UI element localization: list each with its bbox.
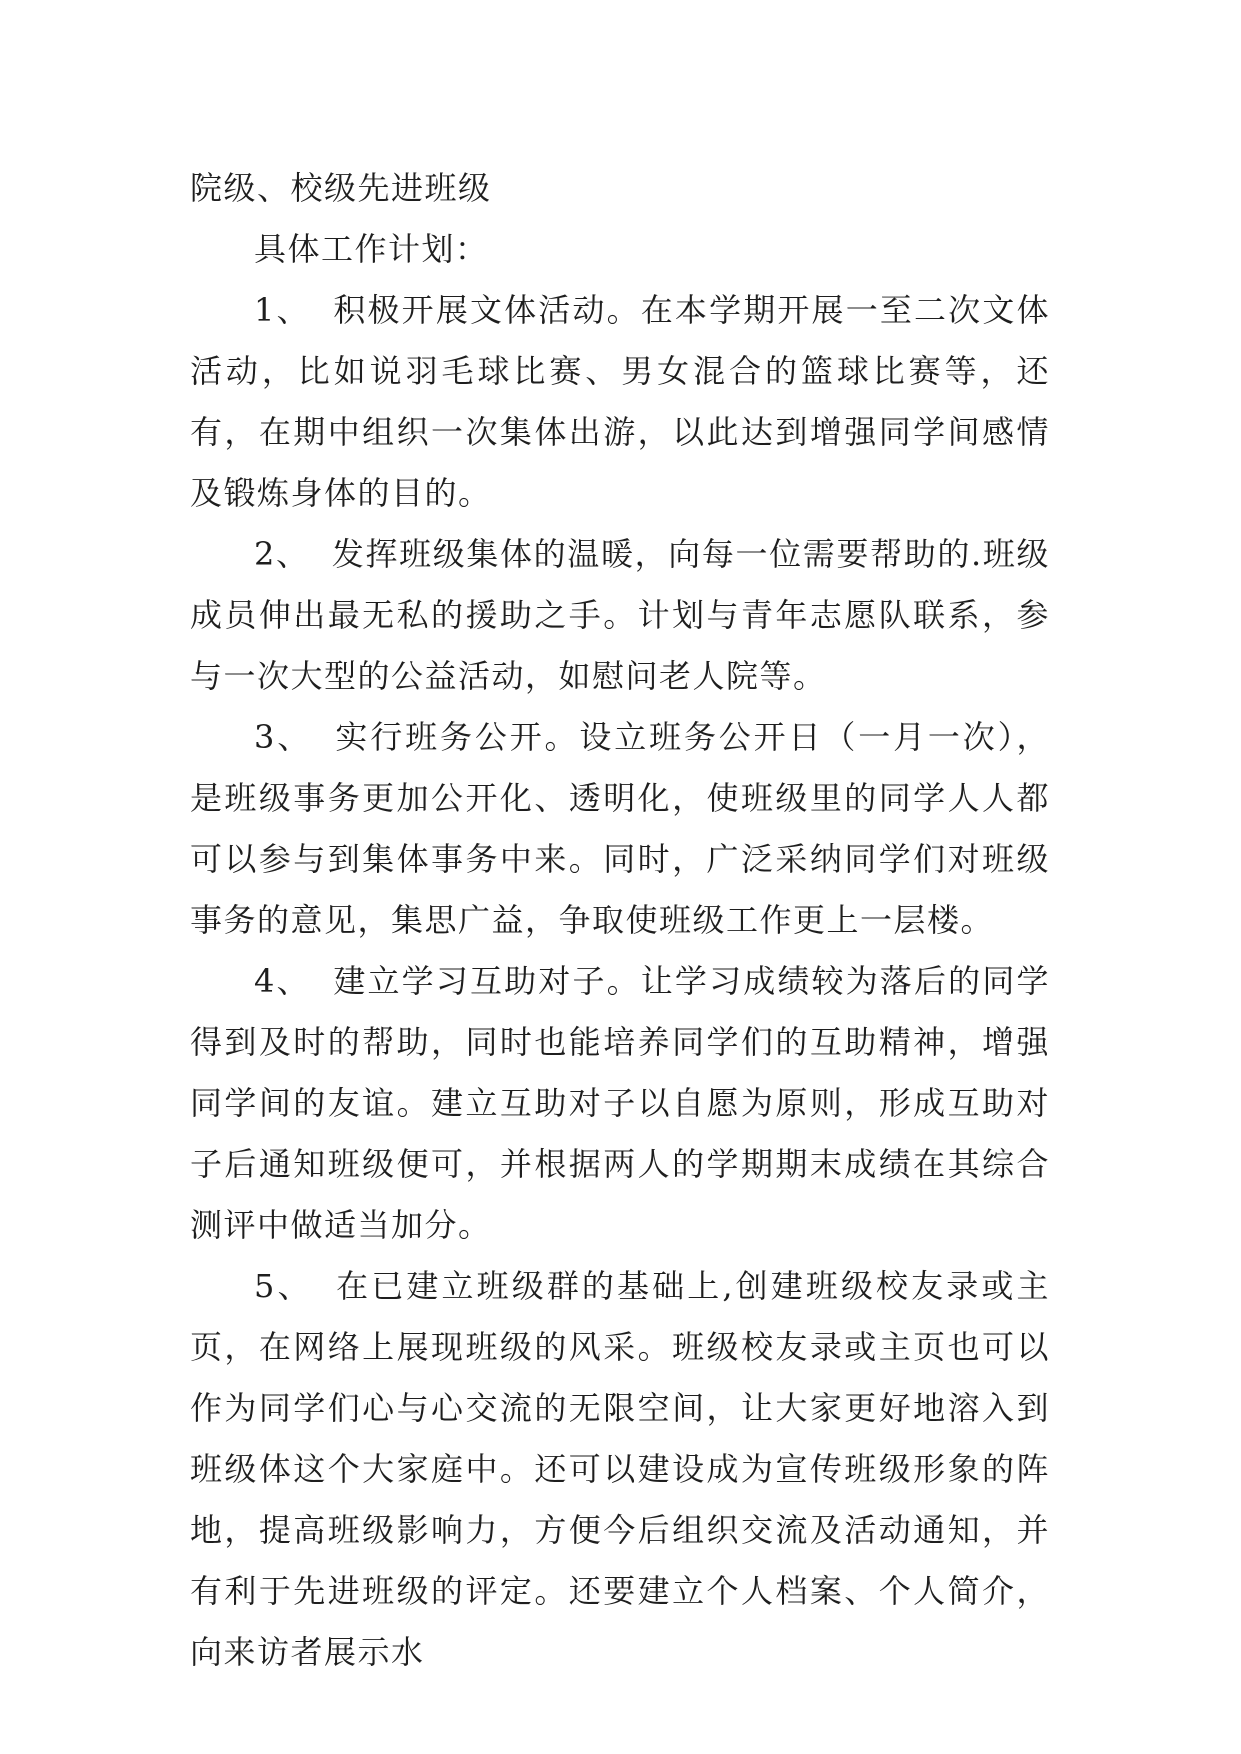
paragraph-item-3 xyxy=(190,707,1050,951)
paragraph-item-2 xyxy=(190,524,1050,707)
paragraph-text: 建立学习互助对子。让学习成绩较为落后的同学得到及时的帮助，同时也能培养同学们的互助精神，增强同学间的友谊。建立互助对子以自愿为原则，形成互助对子后通知班级便可，并根据两人的学期期末成绩在其综合测评中做适当加分。 xyxy=(190,962,1050,1244)
paragraph-text: 具体工作计划： xyxy=(254,230,489,268)
paragraph-text: 发挥班级集体的温暖，向每一位需要帮助的.班级成员伸出最无私的援助之手。计划与青年志愿队联系，参与一次大型的公益活动，如慰问老人院等。 xyxy=(190,535,1050,695)
paragraph-item-1 xyxy=(190,280,1050,524)
item-number: 3、 xyxy=(254,718,313,756)
paragraph-plan-title xyxy=(190,219,1050,280)
document-body xyxy=(190,158,1050,1683)
paragraph-heading-line xyxy=(190,158,1050,219)
paragraph-item-4 xyxy=(190,951,1050,1256)
paragraph-text: 积极开展文体活动。在本学期开展一至二次文体活动，比如说羽毛球比赛、男女混合的篮球比赛等，还有，在期中组织一次集体出游，以此达到增强同学间感情及锻炼身体的目的。 xyxy=(190,291,1050,512)
item-number: 5、 xyxy=(254,1267,313,1305)
paragraph-item-5 xyxy=(190,1256,1050,1683)
item-number: 4、 xyxy=(254,962,311,1000)
paragraph-text: 院级、校级先进班级 xyxy=(190,169,492,207)
paragraph-text: 在已建立班级群的基础上,创建班级校友录或主页，在网络上展现班级的风采。班级校友录或主页也可以作为同学们心与心交流的无限空间，让大家更好地溶入到班级体这个大家庭中。还可以建设成为宣传班级形象的阵地，提高班级影响力，方便今后组织交流及活动通知，并有利于先进班级的评定。还要建立个人档案、个人简介，向来访者展示水 xyxy=(190,1267,1050,1671)
item-number: 1、 xyxy=(254,291,311,329)
paragraph-text: 实行班务公开。设立班务公开日（一月一次），是班级事务更加公开化、透明化，使班级里的同学人人都可以参与到集体事务中来。同时，广泛采纳同学们对班级事务的意见，集思广益，争取使班级工作更上一层楼。 xyxy=(190,718,1050,939)
item-number: 2、 xyxy=(254,535,310,573)
